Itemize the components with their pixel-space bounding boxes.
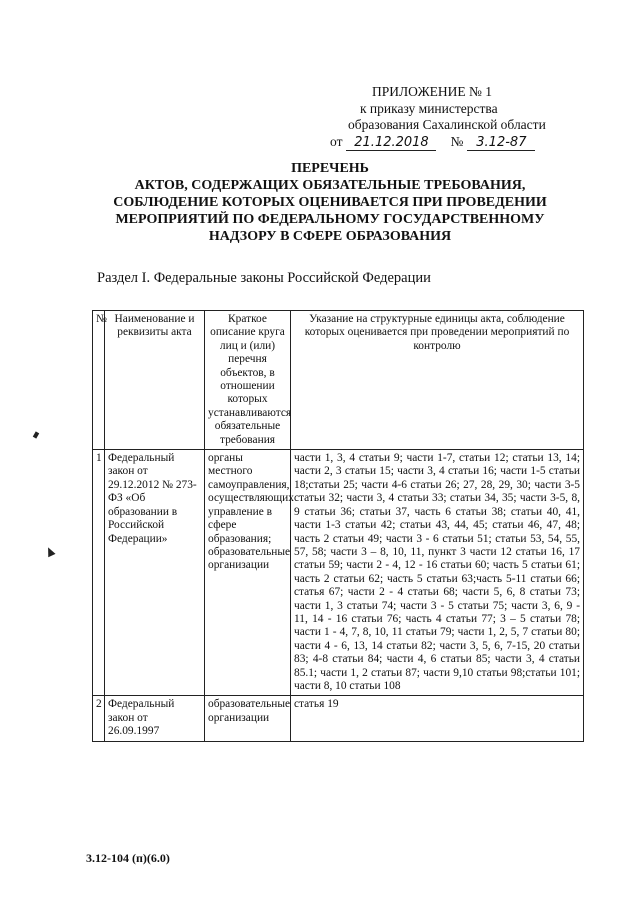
header-number: № [93,311,105,450]
appendix-title: ПРИЛОЖЕНИЕ № 1 [372,84,493,99]
from-label: от [330,133,343,149]
title-line-2: АКТОВ, СОДЕРЖАЩИХ ОБЯЗАТЕЛЬНЫЕ ТРЕБОВАНИЯ, [134,178,526,193]
appendix-date-number-line [330,134,590,151]
acts-table [92,310,584,742]
header-act-name: Наименование и реквизиты акта [105,311,205,450]
footer-code: 3.12-104 (п)(6.0) [86,851,170,865]
title-line-5: НАДЗОРУ В СФЕРЕ ОБРАЗОВАНИЯ [208,229,452,244]
title-line-4: МЕРОПРИЯТИЙ ПО ФЕДЕРАЛЬНОМУ ГОСУДАРСТВЕННОМУ [115,212,545,227]
section-heading: Раздел I. Федеральные законы Российской Федерации [97,270,431,286]
header-structural-units: Указание на структурные единицы акта, соблюдение которых оценивается при проведении мероприятий по контролю [291,311,584,450]
appendix-order-line: к приказу министерства [360,100,498,116]
row-structural-units: части 1, 3, 4 статьи 9; части 1-7, статьи 12; статьи 13, 14; части 2, 3 статьи 15; части 3, 4 статьи 16; части 1-5 статьи 18;статьи 25; части 4-6 статьи 26; 27, 28, 29, 30; части 3-5 статьи 32; части 3, 4 статьи 33; статьи 34, 35; части 3-5, 8, 9 статьи 36; статьи 37, часть 6 статьи 38; статьи 40, 41, части 1-3 статьи 42; статьи 43, 44, 45; статьи 46, 47, 48; часть 2 статьи 49; части 3 - 6 статьи 51; статьи 53, 54, 55, 57, 58; части 3 – 8, 10, 11, пункт 3 части 12 статьи 16, 17 статьи 59; части 2 - 4, 12 - 16 статьи 60; часть 5 статьи 61; часть 2 статьи 62; часть 5 статьи 63;часть 5-11 статьи 66; статья 67; части 2 - 4 статьи 68; части 5, 6, 8 статьи 73; части 1, 3 статьи 74; части 3 - 5 статьи 75; части 3, 6, 9 - 11, 14 - 16 статьи 76; часть 4 статьи 77; 3 – 5 статьи 78; части 1 - 4, 7, 8, 10, 11 статьи 79; части 1, 2, 5, 7 статьи 80; части 4 - 6, 13, 14 статьи 82; части 3, 5, 6, 7-15, 20 статьи 83; 4-8 статьи 84; части 4, 6 статьи 85; части 3, 4 статьи 85.1; части 1, 2 статьи 87; части 9,10 статьи 98;статьи 101; части 8, 10 статьи 108 [291,450,584,696]
table-row [93,450,584,696]
header-description: Краткое описание круга лиц и (или) перечня объектов, в отношении которых устанавливаются обязательные требования [205,311,291,450]
scan-mark [33,431,39,438]
table-row [93,696,584,741]
row-description: органы местного самоуправления, осуществляющих управление в сфере образования; образовательные организации [205,450,291,696]
row-number: 1 [93,450,105,696]
table-header-row [93,311,584,450]
title-line-1: ПЕРЕЧЕНЬ [291,161,369,176]
row-description: образовательные организации [205,696,291,741]
appendix-ministry-line: образования Сахалинской области [348,117,546,132]
number-label: № [450,133,464,149]
row-number: 2 [93,696,105,741]
row-act-name: Федеральный закон от 26.09.1997 [105,696,205,741]
scan-mark [44,546,55,558]
order-number: 3.12-87 [467,136,535,151]
row-structural-units: статья 19 [291,696,584,741]
order-date: 21.12.2018 [346,136,436,151]
appendix-block [330,84,590,151]
document-title [70,160,590,245]
row-act-name: Федеральный закон от 29.12.2012 № 273-ФЗ «Об образовании в Российской Федерации» [105,450,205,696]
title-line-3: СОБЛЮДЕНИЕ КОТОРЫХ ОЦЕНИВАЕТСЯ ПРИ ПРОВЕДЕНИИ [113,195,547,210]
